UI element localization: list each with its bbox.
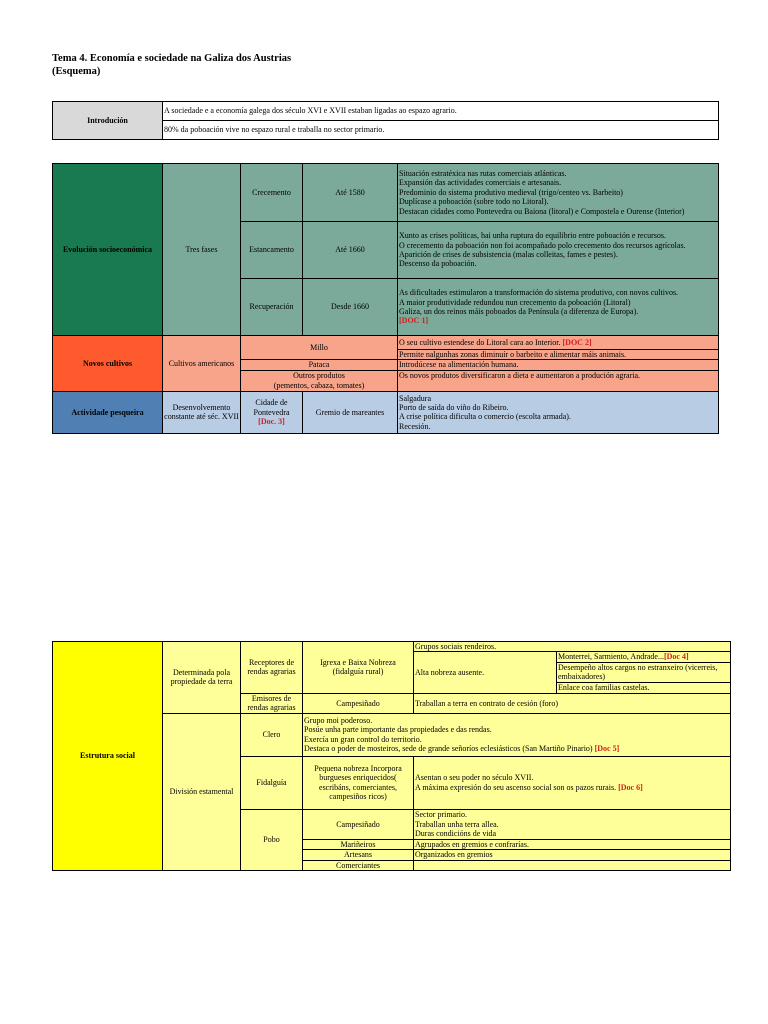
cultivos-americanos: Cultivos americanos (163, 336, 241, 392)
monterrei-cell (557, 652, 731, 662)
marineiros-label: Mariñeiros (303, 839, 414, 849)
clero-desc (303, 713, 731, 756)
recuperacion-line: As dificultades estimularon a transformación do sistema produtivo, con novos cultivos. (399, 288, 679, 298)
grupos-rendeiros: Grupos sociais rendeiros. (414, 642, 731, 652)
pesca-label: Actividade pesqueira (53, 391, 163, 433)
outros-label: Outros produtos (293, 371, 345, 381)
division-estamental: División estamental (163, 713, 241, 870)
fase-recuperacion: Recuperación (241, 279, 303, 336)
social-table (52, 641, 731, 871)
cultivo-outros (241, 370, 398, 391)
pesca-line: A crise política dificulta o comercio (escolta armada). (399, 412, 571, 422)
pesca-line: Salgadura (399, 393, 431, 403)
clero-label: Clero (241, 713, 303, 756)
marineiros-desc: Agrupados en gremios e confrarías. (414, 839, 731, 849)
doc-6-ref: [Doc 6] (618, 782, 643, 792)
fase-estancamento: Estancamento (241, 222, 303, 279)
millo-desc-2: Permite nalgunhas zonas diminuír o barbeito e alimentar máis animais. (398, 350, 719, 360)
doc-4-ref: [Doc 4] (663, 652, 689, 662)
recuperacion-line: Galiza, un dos reinos máis poboados da Península (a diferenza de Europa). (399, 307, 639, 316)
pesca-line: Porto de saída do viño do Ribeiro. (399, 402, 509, 412)
crecemento-line: Destacan cidades como Pontevedra ou Baiona (litoral) e Compostela e Ourense (Interior) (399, 206, 685, 216)
fase-crecemento: Crecemento (241, 164, 303, 222)
clero-line: Posúe unha parte importante das propiedades e das rendas. (304, 725, 492, 735)
page-title (52, 52, 291, 78)
title-line-2: (Esquema) (52, 66, 101, 77)
fidalguia-line-2-text: A máxima expresión do seu ascenso social son os pazos rurais. (415, 782, 617, 792)
campesinado-desc: Traballan a terra en contrato de cesión (foro) (414, 693, 731, 713)
propiedade-terra: Determinada pola propiedade da terra (163, 642, 241, 714)
pobo-camp-line: Traballan unha terra allea. (415, 819, 499, 829)
monterrei-text: Monterrei, Sarmiento, Andrade... (558, 652, 664, 662)
desempeno-cargos: Desempeño altos cargos no estranxeiro (vicerreis, embaixadores) (557, 662, 731, 682)
crecemento-line: Expansión das actividades comerciais e artesanais. (399, 178, 562, 188)
pobo-label: Pobo (241, 809, 303, 870)
artesans-label: Artesans (303, 850, 414, 860)
clero-last-text: Destaca o poder de mosteiros, sede de grande señoríos eclesiásticos (San Martiño Pinario) (304, 744, 593, 754)
fidalguia-line-1: Asentan o seu poder no século XVII. (415, 773, 534, 783)
intro-table (52, 101, 719, 140)
intro-row-2: 80% da poboación vive no espazo rural e traballa no sector primario. (163, 121, 719, 140)
intro-label: Introdución (53, 102, 163, 140)
millo-desc (398, 336, 719, 350)
cultivo-pataca: Pataca (241, 360, 398, 370)
pesca-desc (398, 391, 719, 433)
tres-fases: Tres fases (163, 164, 241, 336)
comerciantes-label: Comerciantes (303, 860, 414, 870)
crecemento-line: Duplícase a poboación (sobre todo no Litoral). (399, 197, 549, 207)
outros-list: (pementos, cabaza, tomates) (273, 380, 365, 390)
fidalguia-sub: Pequena nobreza Incorpora burgueses enriquecidos( escribáns, comerciantes, campesiños ricos) (303, 756, 414, 809)
doc-2-ref: [DOC 2] (562, 337, 592, 347)
artesans-desc: Organizados en gremios (414, 850, 731, 860)
pesca-desenvolvemento: Desenvolvemento constante até séc. XVII (163, 391, 241, 433)
outros-desc: Os novos produtos diversificaron a dieta e aumentaron a produción agraria. (398, 370, 719, 391)
economy-table (52, 163, 719, 434)
clero-line: Exercía un gran control do territorio. (304, 734, 422, 744)
crecemento-line: Predominio do sistema produtivo medieval (trigo/centeo vs. Barbeito) (399, 187, 623, 197)
cidade-label: Cidade de Pontevedra (253, 398, 290, 417)
pobo-camp-line: Sector primario. (415, 810, 467, 820)
doc-3-ref: [Doc. 3] (258, 417, 285, 427)
millo-desc-text: O seu cultivo estendese do Litoral cara ao Interior. (399, 337, 561, 347)
pobo-campesinado-desc (414, 809, 731, 839)
estancamento-line: Aparición de crises de subsistencia (malas colleitas, fames e pestes). (399, 250, 618, 259)
crecemento-line: Situación estratéxica nas rutas comerciais atlánticas. (399, 168, 567, 178)
igrexa-baixa-nobreza: Igrexa e Baixa Nobreza (fidalguía rural) (303, 642, 414, 694)
pesca-gremio: Gremio de mareantes (303, 391, 398, 433)
pataca-desc: Introdúcese na alimentación humana. (398, 360, 719, 370)
fidalguia-label: Fidalguía (241, 756, 303, 809)
estancamento-line: Descenso da poboación. (399, 259, 477, 269)
estrutura-label: Estrutura social (53, 642, 163, 871)
campesinado-label: Campesiñado (303, 693, 414, 713)
pesca-cidade (241, 391, 303, 433)
alta-nobreza: Alta nobreza ausente. (414, 652, 557, 693)
pesca-line: Recesión. (399, 421, 431, 431)
cultivos-label: Novos cultivos (53, 336, 163, 392)
enlace-familias: Enlace coa familias castelas. (557, 682, 731, 693)
estancamento-line: O crecemento da poboación non foi acompañado polo crecemento dos recursos agrícolas. (399, 240, 686, 250)
doc-1-ref: [DOC 1] (399, 316, 429, 326)
title-line-1: Tema 4. Economía e sociedade na Galiza dos Austrias (52, 53, 292, 64)
receptores-rendas: Receptores de rendas agrarias (241, 642, 303, 694)
cultivo-millo: Millo (241, 336, 398, 360)
intro-row-1: A sociedade e a economía galega dos século XVI e XVII estaban ligadas ao espazo agrario. (163, 102, 719, 121)
recuperacion-desc (398, 279, 719, 336)
pobo-camp-line: Duras condicións de vida (415, 829, 497, 839)
clero-line: Grupo moi poderoso. (304, 716, 373, 725)
recuperacion-line: A maior produtividade redundou nun crecemento da poboación (Litoral) (399, 297, 631, 307)
doc-5-ref: [Doc 5] (594, 744, 620, 754)
fase-crecemento-date: Até 1580 (303, 164, 398, 222)
emisores-rendas: Emisores de rendas agrarias (241, 693, 303, 713)
evolucion-label: Evolución socioeconómica (53, 164, 163, 336)
estancamento-line: Xunto as crises políticas, hai unha ruptura do equilibrio entre poboación e recursos. (399, 231, 667, 241)
crecemento-desc (398, 164, 719, 222)
fidalguia-desc (414, 756, 731, 809)
clero-line-last (304, 744, 729, 753)
fase-recuperacion-date: Desde 1660 (303, 279, 398, 336)
pobo-campesinado: Campesiñado (303, 809, 414, 839)
comerciantes-desc (414, 860, 731, 870)
fidalguia-line-2 (415, 783, 729, 792)
fase-estancamento-date: Até 1660 (303, 222, 398, 279)
estancamento-desc (398, 222, 719, 279)
